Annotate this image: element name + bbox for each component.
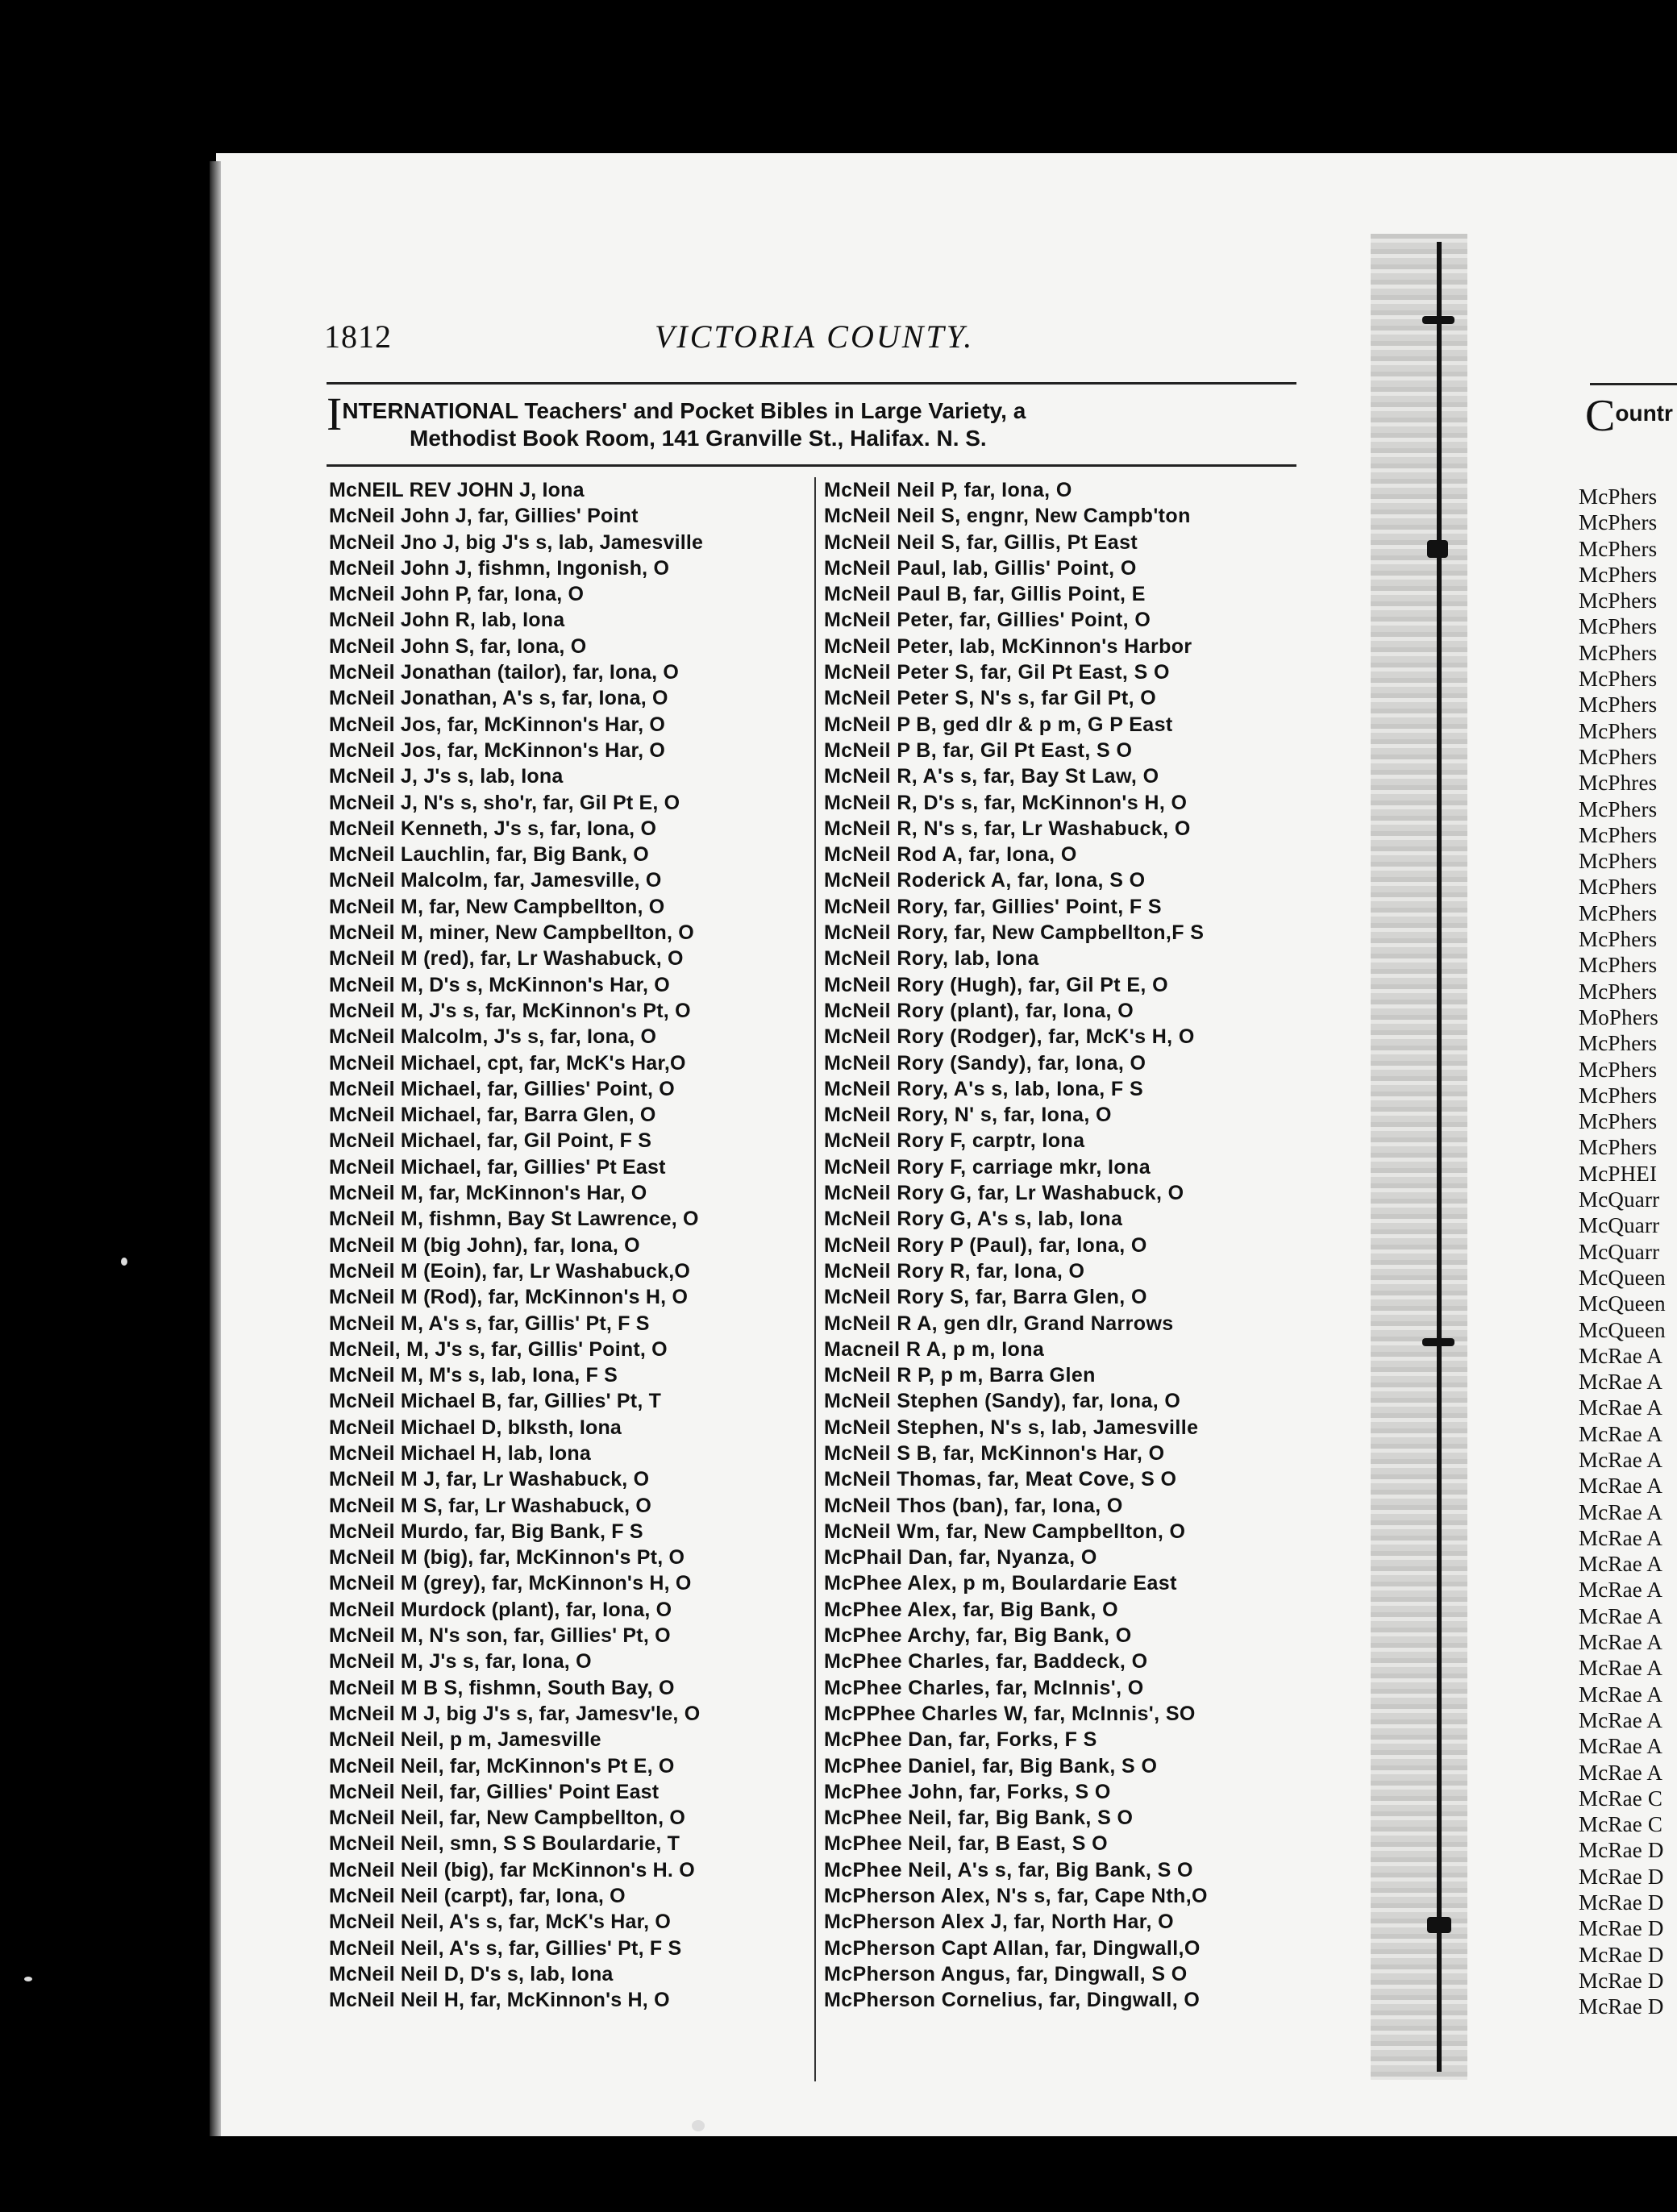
adjacent-directory-entry: McPhers	[1579, 822, 1658, 847]
directory-entry: McNeil M, fishmn, Bay St Lawrence, O	[329, 1208, 699, 1231]
page-header	[324, 318, 985, 358]
directory-column-middle	[824, 477, 1317, 2014]
advertisement-line-2: Methodist Book Room, 141 Granville St., Halifax. N. S.	[410, 426, 987, 451]
directory-entry: McNeil P B, ged dlr & p m, G P East	[824, 713, 1173, 736]
directory-entry: McNEIL REV JOHN J, Iona	[329, 479, 585, 501]
directory-entry: McNeil Neil S, far, Gillis, Pt East	[824, 530, 1138, 554]
ad-drop-initial: I	[327, 388, 343, 440]
directory-entry: McPhee Neil, far, Big Bank, S O	[824, 1807, 1134, 1830]
directory-entry: McNeil Neil, A's s, far, McK's Har, O	[329, 1911, 672, 1934]
adjacent-directory-entry: McRae A	[1579, 1343, 1663, 1368]
directory-entry: McNeil Michael, cpt, far, McK's Har,O	[329, 1051, 686, 1075]
directory-entry: McNeil Rory, far, Gillies' Point, F S	[824, 895, 1162, 918]
adjacent-directory-entry: MoPhers	[1579, 1004, 1658, 1029]
directory-entry: McNeil Murdock (plant), far, Iona, O	[329, 1598, 672, 1621]
directory-entry: McNeil Peter, far, Gillies' Point, O	[824, 609, 1151, 632]
adjacent-directory-entry: McRae A	[1579, 1447, 1663, 1472]
adjacent-directory-entry: McPhers	[1579, 1031, 1658, 1056]
adjacent-directory-entry: McPhers	[1579, 588, 1658, 613]
adjacent-directory-entry: McPhers	[1579, 510, 1658, 535]
binding-line	[1437, 242, 1442, 2072]
directory-entry: McNeil Michael B, far, Gillies' Pt, T	[329, 1390, 662, 1413]
directory-entry: McNeil John J, fishmn, Ingonish, O	[329, 556, 670, 580]
directory-entry: McNeil Malcolm, far, Jamesville, O	[329, 869, 662, 892]
directory-entry: McNeil Neil, far, New Campbellton, O	[329, 1807, 686, 1830]
directory-entry: McNeil R, N's s, far, Lr Washabuck, O	[824, 817, 1191, 840]
directory-entry: McNeil Roderick A, far, Iona, S O	[824, 869, 1146, 892]
directory-entry: McNeil Neil, p m, Jamesville	[329, 1728, 601, 1752]
directory-entry: McNeil M, far, McKinnon's Har, O	[329, 1182, 647, 1205]
ad-text-1: NTERNATIONAL Teachers' and Pocket Bibles in Large Variety, a	[342, 398, 1026, 423]
directory-entry: McNeil Neil, A's s, far, Gillies' Pt, F S	[329, 1936, 682, 1960]
directory-entry: McNeil R P, p m, Barra Glen	[824, 1364, 1096, 1387]
adjacent-directory-entry: McPhers	[1579, 692, 1658, 717]
adjacent-directory-entry: McRae A	[1579, 1499, 1663, 1524]
directory-entry: McNeil Rory, N' s, far, Iona, O	[824, 1104, 1112, 1127]
adjacent-directory-entry: McQuarr	[1579, 1213, 1660, 1238]
directory-entry: McNeil Stephen, N's s, lab, Jamesville	[824, 1416, 1199, 1439]
adjacent-directory-entry: McPhers	[1579, 667, 1658, 692]
adjacent-directory-entry: McPhers	[1579, 744, 1658, 769]
directory-entry: McNeil Thomas, far, Meat Cove, S O	[824, 1468, 1177, 1491]
adjacent-directory-entry: McRae D	[1579, 1942, 1664, 1967]
binding-stitch	[1427, 540, 1448, 558]
directory-entry: McPhee Charles, far, McInnis', O	[824, 1676, 1144, 1699]
directory-entry: McNeil Peter S, N's s, far Gil Pt, O	[824, 687, 1157, 710]
page-edge	[210, 161, 221, 2136]
binding-stitch	[1422, 1338, 1454, 1346]
directory-entry: McNeil Michael, far, Gil Point, F S	[329, 1129, 652, 1153]
adjacent-directory-entry: McRae A	[1579, 1370, 1663, 1395]
adjacent-directory-entry: McPHEI	[1579, 1161, 1658, 1186]
adjacent-directory-entry: McRae C	[1579, 1786, 1663, 1811]
adjacent-page-heading	[1585, 390, 1673, 442]
adjacent-directory-entry: McPhres	[1579, 771, 1658, 796]
adjacent-directory-entry: McPhers	[1579, 796, 1658, 821]
directory-entry: McNeil M S, far, Lr Washabuck, O	[329, 1494, 652, 1517]
directory-entry: McNeil Malcolm, J's s, far, Iona, O	[329, 1025, 657, 1049]
adjacent-directory-entry: McRae A	[1579, 1395, 1663, 1420]
directory-entry: McNeil Neil (carpt), far, Iona, O	[329, 1885, 626, 1908]
directory-entry: McNeil R A, gen dlr, Grand Narrows	[824, 1312, 1174, 1335]
directory-entry: McNeil M, M's s, lab, Iona, F S	[329, 1364, 618, 1387]
directory-entry: McNeil Neil, far, Gillies' Point East	[329, 1780, 660, 1803]
directory-column-adjacent-page	[1579, 484, 1677, 2020]
scan-speck	[692, 2120, 705, 2131]
directory-entry: McNeil Jos, far, McKinnon's Har, O	[329, 713, 666, 736]
directory-entry: McNeil M, J's s, far, Iona, O	[329, 1650, 592, 1674]
directory-entry: McNeil M (big), far, McKinnon's Pt, O	[329, 1546, 685, 1570]
binding-stitch	[1427, 1917, 1451, 1933]
adjacent-directory-entry: McQueen	[1579, 1317, 1666, 1342]
directory-entry: McPhee Daniel, far, Big Bank, S O	[824, 1754, 1158, 1778]
adjacent-directory-entry: McRae A	[1579, 1525, 1663, 1550]
adjacent-directory-entry: McQueen	[1579, 1291, 1666, 1316]
directory-entry: McNeil Kenneth, J's s, far, Iona, O	[329, 817, 657, 840]
directory-entry: McNeil M J, big J's s, far, Jamesv'le, O	[329, 1702, 701, 1725]
directory-entry: Macneil R A, p m, Iona	[824, 1337, 1045, 1361]
directory-entry: McPhee Neil, A's s, far, Big Bank, S O	[824, 1858, 1193, 1881]
directory-entry: McNeil Rory G, far, Lr Washabuck, O	[824, 1182, 1184, 1205]
adjacent-directory-entry: McRae A	[1579, 1656, 1663, 1681]
adjacent-directory-entry: McPhers	[1579, 484, 1658, 509]
binding-gutter	[1371, 234, 1467, 2080]
directory-entry: McNeil S B, far, McKinnon's Har, O	[824, 1441, 1165, 1465]
directory-entry: McNeil J, J's s, lab, Iona	[329, 765, 564, 788]
directory-column-left	[329, 477, 813, 2014]
directory-entry: McNeil J, N's s, sho'r, far, Gil Pt E, O	[329, 791, 680, 814]
directory-entry: McNeil John P, far, Iona, O	[329, 583, 585, 606]
adjacent-directory-entry: McRae D	[1579, 1968, 1664, 1993]
directory-entry: McNeil Jno J, big J's s, lab, Jamesville	[329, 530, 704, 554]
directory-entry: McNeil Neil (big), far McKinnon's H. O	[329, 1858, 695, 1881]
directory-entry: McPhee Charles, far, Baddeck, O	[824, 1650, 1148, 1674]
adjacent-directory-entry: McPhers	[1579, 614, 1658, 639]
adjacent-directory-entry: McPhers	[1579, 718, 1658, 743]
ad-rule-bottom	[327, 464, 1296, 467]
directory-entry: McNeil R, A's s, far, Bay St Law, O	[824, 765, 1159, 788]
directory-entry: McNeil John R, lab, Iona	[329, 609, 565, 632]
directory-entry: McPherson Capt Allan, far, Dingwall,O	[824, 1936, 1201, 1960]
adjacent-directory-entry: McRae D	[1579, 1890, 1664, 1915]
directory-entry: McNeil M (red), far, Lr Washabuck, O	[329, 947, 684, 971]
directory-entry: McPherson Cornelius, far, Dingwall, O	[824, 1989, 1201, 2012]
directory-entry: McNeil Michael, far, Gillies' Pt East	[329, 1155, 666, 1179]
adjacent-directory-entry: McRae A	[1579, 1707, 1663, 1732]
scan-speck	[121, 1258, 127, 1266]
column-divider	[814, 477, 816, 2081]
directory-entry: McNeil Michael, far, Gillies' Point, O	[329, 1077, 675, 1100]
directory-entry: McNeil Rory, A's s, lab, Iona, F S	[824, 1077, 1144, 1100]
adjacent-directory-entry: McPhers	[1579, 1083, 1658, 1108]
directory-entry: McNeil M, far, New Campbellton, O	[329, 895, 665, 918]
adjacent-directory-entry: McRae C	[1579, 1812, 1663, 1837]
directory-entry: McNeil M, N's son, far, Gillies' Pt, O	[329, 1624, 671, 1648]
directory-entry: McNeil John J, far, Gillies' Point	[329, 505, 639, 528]
running-title: VICTORIA COUNTY.	[655, 318, 975, 355]
adjacent-directory-entry: McQuarr	[1579, 1187, 1660, 1212]
directory-entry: McPhee Neil, far, B East, S O	[824, 1832, 1109, 1856]
directory-entry: McNeil Peter S, far, Gil Pt East, S O	[824, 661, 1170, 684]
directory-entry: McPhee Alex, p m, Boulardarie East	[824, 1572, 1177, 1595]
adjacent-directory-entry: McQueen	[1579, 1265, 1666, 1290]
directory-entry: McNeil M B S, fishmn, South Bay, O	[329, 1676, 675, 1699]
directory-entry: McPhee Alex, far, Big Bank, O	[824, 1598, 1118, 1621]
directory-entry: McNeil Michael, far, Barra Glen, O	[329, 1104, 656, 1127]
directory-entry: McNeil Neil S, engnr, New Campb'ton	[824, 505, 1191, 528]
directory-entry: McNeil M, A's s, far, Gillis' Pt, F S	[329, 1312, 650, 1335]
directory-entry: McNeil Jonathan (tailor), far, Iona, O	[329, 661, 680, 684]
adjacent-heading-rest: ountr	[1615, 401, 1673, 426]
directory-entry: McNeil M, D's s, McKinnon's Har, O	[329, 973, 670, 996]
directory-entry: McNeil M, miner, New Campbellton, O	[329, 921, 694, 945]
directory-entry: McNeil Thos (ban), far, Iona, O	[824, 1494, 1123, 1517]
adjacent-directory-entry: McRae A	[1579, 1603, 1663, 1628]
scan-speck	[24, 1977, 32, 1981]
adjacent-directory-entry: McRae D	[1579, 1838, 1664, 1863]
adjacent-directory-entry: McPhers	[1579, 979, 1658, 1004]
directory-entry: McNeil M (grey), far, McKinnon's H, O	[329, 1572, 692, 1595]
directory-entry: McNeil Rory G, A's s, lab, Iona	[824, 1208, 1123, 1231]
directory-entry: McNeil M, J's s, far, McKinnon's Pt, O	[329, 999, 691, 1022]
adjacent-directory-entry: McRae A	[1579, 1630, 1663, 1655]
directory-entry: McPhail Dan, far, Nyanza, O	[824, 1546, 1097, 1570]
directory-entry: McNeil Rory S, far, Barra Glen, O	[824, 1286, 1147, 1309]
directory-entry: McNeil M J, far, Lr Washabuck, O	[329, 1468, 650, 1491]
adjacent-directory-entry: McPhers	[1579, 1057, 1658, 1082]
binding-stitch	[1422, 316, 1454, 324]
directory-entry: McNeil R, D's s, far, McKinnon's H, O	[824, 791, 1188, 814]
adjacent-directory-entry: McRae D	[1579, 1994, 1664, 2019]
adjacent-directory-entry: McQuarr	[1579, 1239, 1660, 1264]
directory-entry: McPhee Archy, far, Big Bank, O	[824, 1624, 1132, 1648]
directory-entry: McNeil Neil, smn, S S Boulardarie, T	[329, 1832, 680, 1856]
directory-entry: McNeil Paul, lab, Gillis' Point, O	[824, 556, 1137, 580]
adjacent-directory-entry: McPhers	[1579, 1109, 1658, 1134]
directory-entry: McNeil Neil D, D's s, lab, Iona	[329, 1962, 614, 1985]
directory-entry: McNeil Neil H, far, McKinnon's H, O	[329, 1989, 670, 2012]
directory-entry: McPherson Alex J, far, North Har, O	[824, 1911, 1175, 1934]
directory-entry: McNeil Neil P, far, Iona, O	[824, 479, 1072, 501]
directory-entry: McNeil Neil, far, McKinnon's Pt E, O	[329, 1754, 675, 1778]
adjacent-directory-entry: McPhers	[1579, 927, 1658, 952]
ad-rule-top	[327, 382, 1296, 385]
directory-entry: McNeil Wm, far, New Campbellton, O	[824, 1520, 1186, 1543]
directory-entry: McNeil Rory (Rodger), far, McK's H, O	[824, 1025, 1195, 1049]
directory-entry: McNeil John S, far, Iona, O	[329, 634, 587, 658]
adjacent-directory-entry: McRae A	[1579, 1474, 1663, 1499]
directory-entry: McNeil M (Rod), far, McKinnon's H, O	[329, 1286, 689, 1309]
directory-entry: McNeil Paul B, far, Gillis Point, E	[824, 583, 1146, 606]
directory-entry: McNeil Jonathan, A's s, far, Iona, O	[329, 687, 668, 710]
directory-entry: McNeil Rory F, carptr, Iona	[824, 1129, 1085, 1153]
directory-entry: McNeil Rory (Sandy), far, Iona, O	[824, 1051, 1146, 1075]
directory-entry: McPhee John, far, Forks, S O	[824, 1780, 1111, 1803]
adjacent-directory-entry: McRae A	[1579, 1682, 1663, 1707]
adjacent-directory-entry: McRae A	[1579, 1421, 1663, 1446]
adjacent-directory-entry: McPhers	[1579, 536, 1658, 561]
directory-entry: McNeil Rod A, far, Iona, O	[824, 843, 1077, 867]
directory-entry: McNeil Rory (plant), far, Iona, O	[824, 999, 1134, 1022]
adjacent-directory-entry: McRae A	[1579, 1760, 1663, 1785]
adjacent-directory-entry: McRae D	[1579, 1916, 1664, 1941]
adjacent-directory-entry: McRae A	[1579, 1734, 1663, 1759]
directory-entry: McNeil M (big John), far, Iona, O	[329, 1233, 640, 1257]
adjacent-directory-entry: McPhers	[1579, 640, 1658, 665]
directory-entry: McPhee Dan, far, Forks, F S	[824, 1728, 1097, 1752]
directory-entry: McPPhee Charles W, far, McInnis', SO	[824, 1702, 1196, 1725]
directory-entry: McPherson Angus, far, Dingwall, S O	[824, 1962, 1188, 1985]
adjacent-directory-entry: McPhers	[1579, 562, 1658, 587]
directory-entry: McNeil M (Eoin), far, Lr Washabuck,O	[329, 1259, 691, 1283]
adjacent-directory-entry: McPhers	[1579, 953, 1658, 978]
adjacent-directory-entry: McPhers	[1579, 849, 1658, 874]
directory-entry: McNeil, M, J's s, far, Gillis' Point, O	[329, 1337, 668, 1361]
directory-entry: McNeil Jos, far, McKinnon's Har, O	[329, 738, 666, 762]
adjacent-ad-rule	[1590, 383, 1677, 385]
directory-entry: McNeil Murdo, far, Big Bank, F S	[329, 1520, 643, 1543]
adjacent-directory-entry: McPhers	[1579, 1135, 1658, 1160]
directory-entry: McPherson Alex, N's s, far, Cape Nth,O	[824, 1885, 1208, 1908]
directory-entry: McNeil Peter, lab, McKinnon's Harbor	[824, 634, 1192, 658]
directory-entry: McNeil Rory, lab, Iona	[824, 947, 1039, 971]
directory-entry: McNeil Rory F, carriage mkr, Iona	[824, 1155, 1151, 1179]
adjacent-directory-entry: McRae A	[1579, 1578, 1663, 1603]
directory-entry: McNeil Rory R, far, Iona, O	[824, 1259, 1085, 1283]
directory-entry: McNeil P B, far, Gil Pt East, S O	[824, 738, 1133, 762]
directory-entry: McNeil Rory (Hugh), far, Gil Pt E, O	[824, 973, 1168, 996]
adjacent-directory-entry: McRae D	[1579, 1864, 1664, 1889]
directory-entry: McNeil Rory, far, New Campbellton,F S	[824, 921, 1205, 945]
adjacent-directory-entry: McPhers	[1579, 900, 1658, 925]
directory-entry: McNeil Lauchlin, far, Big Bank, O	[329, 843, 649, 867]
directory-entry: McNeil Rory P (Paul), far, Iona, O	[824, 1233, 1147, 1257]
adjacent-directory-entry: McRae A	[1579, 1552, 1663, 1577]
directory-entry: McNeil Michael H, lab, Iona	[329, 1441, 591, 1465]
page-number: 1812	[324, 318, 392, 355]
adjacent-heading-initial: C	[1585, 391, 1616, 441]
directory-entry: McNeil Michael D, blksth, Iona	[329, 1416, 622, 1439]
adjacent-directory-entry: McPhers	[1579, 875, 1658, 900]
directory-entry: McNeil Stephen (Sandy), far, Iona, O	[824, 1390, 1181, 1413]
